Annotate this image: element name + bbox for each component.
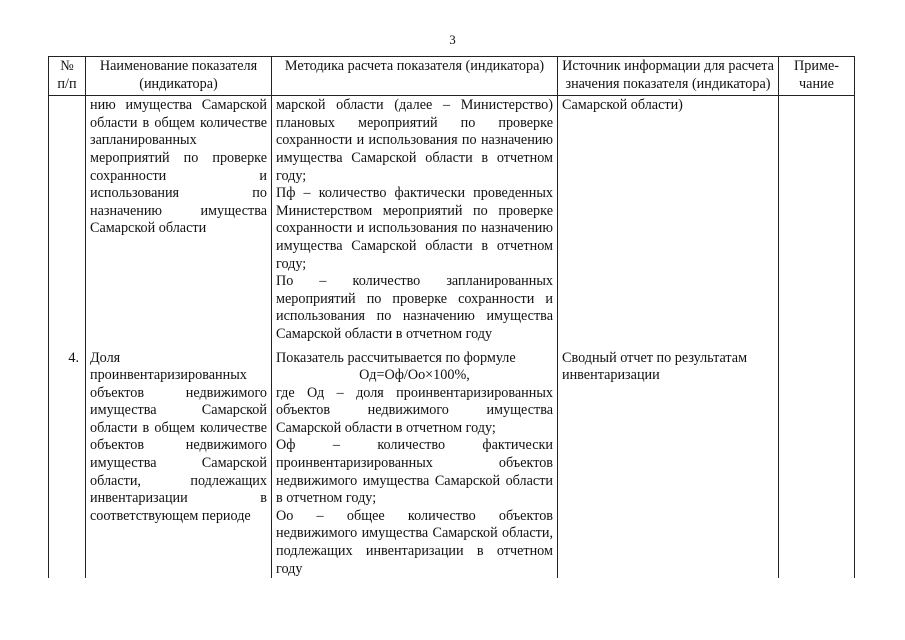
method-formula: Од=Оф/Оо×100%, bbox=[359, 367, 470, 384]
table-header-row bbox=[49, 57, 855, 96]
method-paragraph: Оо – общее количество объектов недвижимого имущества Самарской области, подлежащих инвентаризации в отчетном году bbox=[276, 507, 553, 577]
page-number: 3 bbox=[449, 32, 456, 47]
method-paragraph: марской области (далее – Министерство) плановых мероприятий по проверке сохранности и использования по назначению имущества Самарской области в отчетном году; bbox=[276, 97, 553, 184]
row-num bbox=[49, 96, 86, 350]
row-source: Самарской области) bbox=[558, 96, 779, 350]
method-paragraph: где Од – доля проинвентаризированных объектов недвижимого имущества Самарской области в отчетном году; bbox=[276, 384, 553, 436]
method-paragraph: Показатель рассчитывается по формуле bbox=[276, 349, 516, 366]
method-paragraph: Оф – количество фактически проинвентаризированных объектов недвижимого имущества Самарской области в отчетном году; bbox=[276, 437, 553, 507]
table-row bbox=[49, 350, 855, 579]
indicators-table bbox=[48, 56, 855, 578]
method-paragraph: Пф – количество фактически проведенных Министерством мероприятий по проверке сохранности и использования по назначению имущества Самарской области в отчетном году; bbox=[276, 185, 553, 272]
row-source: Сводный отчет по результатам инвентаризации bbox=[558, 350, 779, 579]
table-row bbox=[49, 96, 855, 350]
row-method bbox=[272, 350, 558, 579]
header-method: Методика расчета показателя (индикатора) bbox=[272, 57, 558, 96]
header-source: Источник информации для расчета значения показателя (индикатора) bbox=[558, 57, 779, 96]
method-paragraph: По – количество запланированных мероприятий по проверке сохранности и использования по назначению имущества Самарской области в отчетном году bbox=[276, 273, 553, 342]
row-note bbox=[779, 96, 855, 350]
header-name: Наименование показателя (индикатора) bbox=[86, 57, 272, 96]
row-method bbox=[272, 96, 558, 350]
row-name: нию имущества Самарской области в общем количестве запланированных мероприятий по проверке сохранности и использования по назначению имущества Самарской области bbox=[86, 96, 272, 350]
row-num: 4. bbox=[49, 350, 86, 579]
header-num: № п/п bbox=[49, 57, 86, 96]
row-name: Доля проинвентаризированных объектов недвижимого имущества Самарской области в общем количестве объектов недвижимого имущества Самарской области, подлежащих инвентаризации в соответствующем периоде bbox=[86, 350, 272, 579]
header-note: Приме-чание bbox=[779, 57, 855, 96]
row-note bbox=[779, 350, 855, 579]
